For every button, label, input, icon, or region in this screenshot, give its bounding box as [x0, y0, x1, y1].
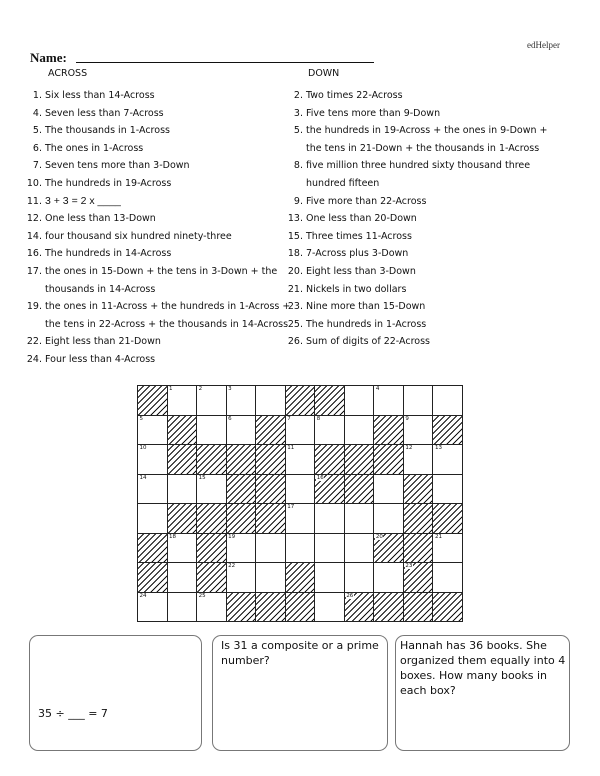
clue-down-5: 5. the hundreds in 19-Across + the ones in 9-Down +: [293, 125, 548, 137]
clue-down-8: 8. five million three hundred sixty thousand three: [293, 160, 531, 172]
grid-cell-blocked: [168, 445, 198, 475]
crossword-grid: [137, 385, 463, 622]
grid-cell[interactable]: [168, 386, 198, 416]
cell-number: 16: [316, 474, 324, 481]
clue-down-26: 26. Sum of digits of 22-Across: [287, 336, 430, 348]
clue-down-8-cont: hundred fifteen: [306, 177, 380, 189]
cell-number: 11: [287, 445, 295, 451]
grid-cell-blocked: [345, 475, 375, 505]
grid-cell[interactable]: [256, 534, 286, 564]
down-header: DOWN: [308, 68, 340, 79]
cell-number: 22: [228, 563, 236, 569]
cell-number: 4: [375, 386, 380, 392]
prime-question-text: Is 31 a composite or a prime number?: [221, 639, 379, 667]
clue-down-23: 23. Nine more than 15-Down: [287, 301, 426, 313]
grid-cell-blocked: [404, 563, 434, 593]
grid-cell-blocked: [197, 445, 227, 475]
clue-down-9: 9. Five more than 22-Across: [293, 195, 427, 207]
clue-down-3: 3. Five tens more than 9-Down: [293, 107, 441, 119]
across-header: ACROSS: [48, 68, 88, 79]
grid-cell[interactable]: [138, 593, 168, 623]
cell-number: 2: [198, 386, 203, 392]
grid-cell-blocked: [138, 534, 168, 564]
grid-cell-blocked: [138, 386, 168, 416]
clue-across-14: 14. four thousand six hundred ninety-three: [26, 230, 232, 242]
grid-cell[interactable]: [256, 563, 286, 593]
grid-cell[interactable]: [345, 504, 375, 534]
clue-across-6: 6. The ones in 1-Across: [32, 142, 144, 154]
cell-number: 24: [139, 592, 147, 599]
problem-box-books: [395, 635, 570, 751]
grid-cell[interactable]: [197, 593, 227, 623]
clue-across-5: 5. The thousands in 1-Across: [32, 125, 170, 137]
clue-across-17-cont: thousands in 14-Across: [45, 283, 156, 295]
down-clue-list: [286, 87, 548, 351]
name-line[interactable]: [76, 62, 374, 63]
grid-cell[interactable]: [404, 445, 434, 475]
grid-cell-blocked: [256, 445, 286, 475]
clue-across-4: 4. Seven less than 7-Across: [32, 107, 164, 119]
clue-across-10: 10. The hundreds in 19-Across: [26, 177, 172, 189]
cell-number: 26: [346, 592, 354, 599]
grid-cell[interactable]: [168, 563, 198, 593]
cell-number: 3: [228, 386, 232, 392]
cell-number: 25: [198, 592, 206, 599]
grid-cell-blocked: [433, 416, 463, 446]
name-field[interactable]: [30, 50, 375, 66]
cell-number: 21: [434, 533, 442, 540]
grid-cell-blocked: [374, 593, 404, 623]
division-problem-text: 35 ÷ ___ = 7: [38, 707, 108, 720]
grid-cell[interactable]: [433, 563, 463, 593]
grid-cell[interactable]: [315, 416, 345, 446]
problem-box-prime: [212, 635, 388, 751]
grid-cell-blocked: [404, 593, 434, 623]
grid-cell[interactable]: [374, 475, 404, 505]
grid-cell[interactable]: [286, 475, 316, 505]
clue-down-5-cont: the tens in 21-Down + the thousands in 1-Across: [306, 142, 540, 154]
grid-cell[interactable]: [404, 386, 434, 416]
grid-cell[interactable]: [138, 475, 168, 505]
cell-number: 6: [228, 415, 232, 422]
clue-down-13: 13. One less than 20-Down: [287, 213, 417, 225]
grid-cell[interactable]: [138, 416, 168, 446]
grid-cell[interactable]: [227, 416, 257, 446]
cell-number: 9: [405, 415, 409, 422]
grid-cell[interactable]: [168, 534, 198, 564]
grid-cell-blocked: [138, 563, 168, 593]
grid-cell-blocked: [197, 534, 227, 564]
cell-number: 15: [198, 474, 206, 481]
grid-cell[interactable]: [286, 416, 316, 446]
grid-cell[interactable]: [197, 475, 227, 505]
grid-cell[interactable]: [168, 593, 198, 623]
grid-cell-blocked: [227, 593, 257, 623]
grid-cell[interactable]: [315, 534, 345, 564]
clue-down-2: 2. Two times 22-Across: [293, 90, 403, 101]
grid-cell-blocked: [256, 416, 286, 446]
clue-across-19: 19. the ones in 11-Across + the hundreds in 1-Across +: [26, 301, 291, 313]
grid-cell-blocked: [286, 563, 316, 593]
grid-cell-blocked: [404, 534, 434, 564]
grid-cell-blocked: [197, 563, 227, 593]
grid-cell-blocked: [433, 593, 463, 623]
grid-cell-blocked: [227, 445, 257, 475]
grid-cell[interactable]: [227, 386, 257, 416]
clue-down-25: 25. The hundreds in 1-Across: [287, 318, 427, 330]
clue-down-20: 20. Eight less than 3-Down: [287, 265, 416, 277]
grid-cell-blocked: [315, 475, 345, 505]
grid-cell-blocked: [256, 504, 286, 534]
grid-cell[interactable]: [227, 534, 257, 564]
grid-cell-blocked: [315, 386, 345, 416]
clue-across-7: 7. Seven tens more than 3-Down: [32, 160, 190, 172]
grid-cell-blocked: [404, 504, 434, 534]
grid-cell[interactable]: [345, 416, 375, 446]
grid-cell-blocked: [168, 416, 198, 446]
problem-box-division: [29, 635, 202, 751]
clue-across-16: 16. The hundreds in 14-Across: [26, 248, 172, 260]
clue-down-21: 21. Nickels in two dollars: [287, 283, 407, 295]
grid-cell-blocked: [256, 593, 286, 623]
grid-cell[interactable]: [315, 563, 345, 593]
cell-number: 8: [316, 415, 321, 422]
clue-across-11: 11. 3 + 3 = 2 x ____: [26, 194, 121, 207]
cell-number: 12: [405, 445, 413, 451]
grid-cell[interactable]: [345, 534, 375, 564]
grid-cell-blocked: [227, 475, 257, 505]
name-label: Name:: [30, 50, 67, 65]
grid-cell-blocked: [286, 386, 316, 416]
clue-across-12: 12. One less than 13-Down: [26, 213, 156, 225]
grid-cell[interactable]: [345, 386, 375, 416]
grid-cell[interactable]: [374, 563, 404, 593]
grid-cell-blocked: [227, 504, 257, 534]
grid-cell-blocked: [197, 504, 227, 534]
cell-number: 10: [139, 445, 147, 451]
grid-cell[interactable]: [345, 563, 375, 593]
clue-down-15: 15. Three times 11-Across: [287, 230, 412, 242]
grid-cell[interactable]: [138, 504, 168, 534]
grid-cell[interactable]: [227, 563, 257, 593]
grid-cell[interactable]: [433, 475, 463, 505]
grid-cell-blocked: [404, 475, 434, 505]
grid-cell[interactable]: [404, 416, 434, 446]
grid-cell[interactable]: [197, 416, 227, 446]
grid-cell-blocked: [374, 445, 404, 475]
grid-cell[interactable]: [256, 386, 286, 416]
grid-cell[interactable]: [286, 445, 316, 475]
cell-number: 18: [169, 533, 177, 540]
grid-cell[interactable]: [197, 386, 227, 416]
clue-across-22: 22. Eight less than 21-Down: [26, 336, 161, 348]
grid-cell-blocked: [286, 593, 316, 623]
clue-across-1: 1. Six less than 14-Across: [32, 90, 155, 101]
across-clue-list: [25, 87, 290, 369]
grid-cell[interactable]: [138, 445, 168, 475]
cell-number: 1: [169, 386, 173, 392]
brand-label: edHelper: [527, 40, 560, 50]
grid-cell-blocked: [433, 504, 463, 534]
cell-number: 14: [139, 474, 147, 481]
cell-number: 23: [405, 563, 413, 569]
cell-number: 17: [287, 504, 295, 510]
grid-cell[interactable]: [286, 534, 316, 564]
grid-cell[interactable]: [433, 534, 463, 564]
grid-cell[interactable]: [315, 593, 345, 623]
grid-cell-blocked: [345, 593, 375, 623]
grid-cell-blocked: [345, 445, 375, 475]
cell-number: 20: [375, 533, 383, 540]
grid-cell[interactable]: [168, 475, 198, 505]
cell-number: 5: [139, 415, 143, 422]
grid-cell-blocked: [374, 416, 404, 446]
grid-cell[interactable]: [315, 504, 345, 534]
grid-cell[interactable]: [433, 445, 463, 475]
grid-cell[interactable]: [374, 386, 404, 416]
grid-cell-blocked: [374, 534, 404, 564]
clue-across-19-cont: the tens in 22-Across + the thousands in 14-Across: [45, 318, 289, 330]
grid-cell[interactable]: [286, 504, 316, 534]
grid-cell-blocked: [168, 504, 198, 534]
clue-across-17: 17. the ones in 15-Down + the tens in 3-Down + the: [26, 265, 278, 277]
grid-cell[interactable]: [374, 504, 404, 534]
cell-number: 19: [228, 533, 236, 540]
clue-across-24: 24. Four less than 4-Across: [26, 353, 156, 365]
cell-number: 7: [287, 415, 291, 422]
grid-cell[interactable]: [433, 386, 463, 416]
books-word-problem-text: Hannah has 36 books. She organized them equally into 4 boxes. How many books in each box?: [400, 639, 566, 697]
grid-cell-blocked: [315, 445, 345, 475]
grid-cell-blocked: [256, 475, 286, 505]
clue-down-18: 18. 7-Across plus 3-Down: [287, 248, 409, 260]
cell-number: 13: [434, 445, 442, 451]
